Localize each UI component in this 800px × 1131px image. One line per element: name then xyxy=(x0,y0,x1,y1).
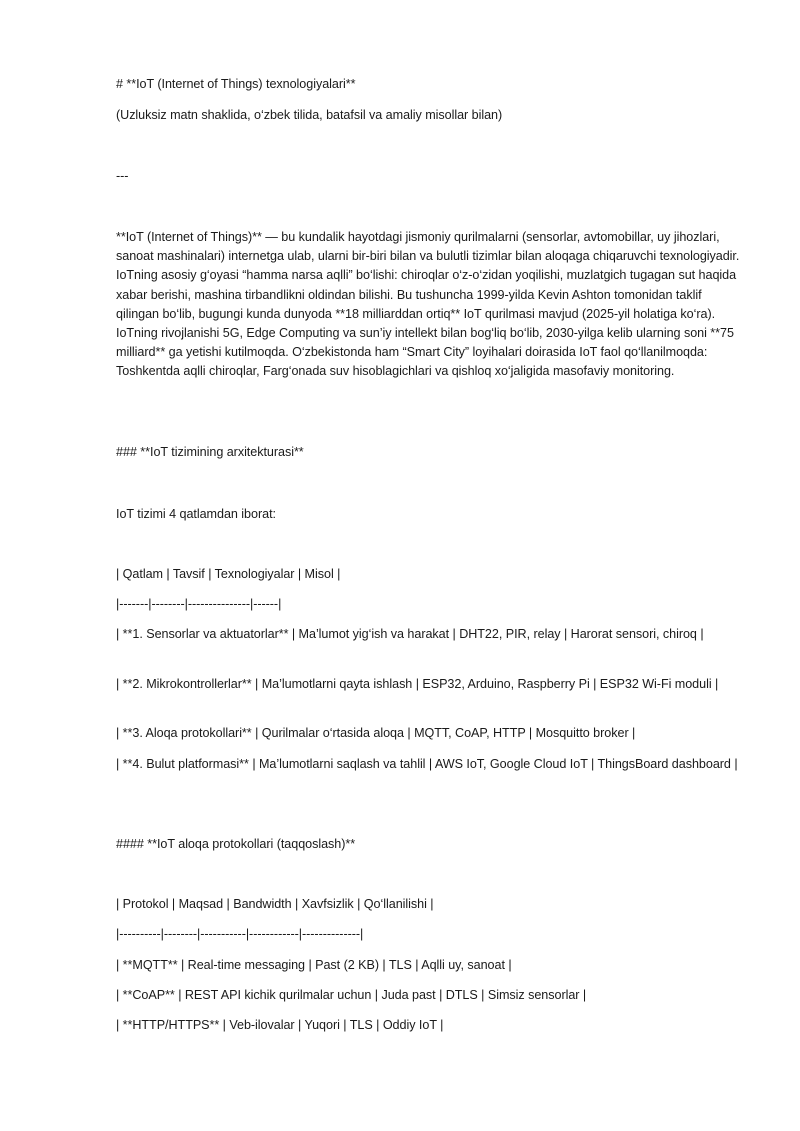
protocols-table-header: | Protokol | Maqsad | Bandwidth | Xavfsizlik | Qo‘llanilishi | xyxy=(116,897,434,911)
architecture-table-row: | **2. Mikrokontrollerlar** | Ma’lumotlarni qayta ishlash | ESP32, Arduino, Raspberry Pi | ESP32 Wi-Fi moduli | xyxy=(116,677,719,691)
separator: --- xyxy=(116,169,129,183)
protocols-table-row: | **CoAP** | REST API kichik qurilmalar uchun | Juda past | DTLS | Simsiz sensorlar | xyxy=(116,988,587,1002)
protocols-table-divider: |----------|--------|-----------|------------|--------------| xyxy=(116,927,364,941)
architecture-table-divider: |-------|--------|---------------|------| xyxy=(116,597,282,611)
protocols-heading: #### **IoT aloqa protokollari (taqqoslash)** xyxy=(116,837,356,851)
intro-paragraph: **IoT (Internet of Things)** — bu kundalik hayotdagi jismoniy qurilmalarni (sensorlar, avtomobillar, uy jihozlari, sanoat mashinalari) internetga ulab, ularni bir-biri bilan va bulutli tizimlar bilan aloqaga chiqaruvchi texnologiyadir. IoTning asosiy g‘oyasi “hamma narsa aqlli” bo‘lishi: chiroqlar o‘z-o‘zidan yoqilishi, muzlatgich tugagan sut haqida xabar berishi, mashina tirbandlikni oldindan bilishi. Bu tushuncha 1999-yilda Kevin Ashton tomonidan taklif qilingan bo‘lib, bugungi kunda dunyoda **18 milliarddan ortiq** IoT qurilmasi mavjud (2025-yil holatiga ko‘ra). IoTning rivojlanishi 5G, Edge Computing va sun’iy intellekt bilan bog‘liq bo‘lib, 2030-yilga kelib ularning soni **75 milliard** ga yetishi kutilmoqda. O‘zbekistonda ham “Smart City” loyihalari doirasida IoT faol qo‘llanilmoqda: Toshkentda aqlli chiroqlar, Farg‘onada suv hisoblagichlari va qishloq xo‘jaligida masofaviy monitoring. xyxy=(116,230,740,379)
architecture-table-row: | **4. Bulut platformasi** | Ma’lumotlarni saqlash va tahlil | AWS IoT, Google Cloud IoT | ThingsBoard dashboard | xyxy=(116,757,738,771)
architecture-table-row: | **1. Sensorlar va aktuatorlar** | Ma’lumot yig‘ish va harakat | DHT22, PIR, relay | Harorat sensori, chiroq | xyxy=(116,627,704,641)
architecture-table-row: | **3. Aloqa protokollari** | Qurilmalar o‘rtasida aloqa | MQTT, CoAP, HTTP | Mosquitto broker | xyxy=(116,726,636,740)
architecture-intro: IoT tizimi 4 qatlamdan iborat: xyxy=(116,507,276,521)
document-title: # **IoT (Internet of Things) texnologiyalari** xyxy=(116,77,356,91)
architecture-heading: ### **IoT tizimining arxitekturasi** xyxy=(116,445,304,459)
protocols-table-row: | **HTTP/HTTPS** | Veb-ilovalar | Yuqori | TLS | Oddiy IoT | xyxy=(116,1018,444,1032)
protocols-table-row: | **MQTT** | Real-time messaging | Past (2 KB) | TLS | Aqlli uy, sanoat | xyxy=(116,958,512,972)
architecture-table-header: | Qatlam | Tavsif | Texnologiyalar | Misol | xyxy=(116,567,341,581)
document-subtitle: (Uzluksiz matn shaklida, o‘zbek tilida, batafsil va amaliy misollar bilan) xyxy=(116,108,503,122)
